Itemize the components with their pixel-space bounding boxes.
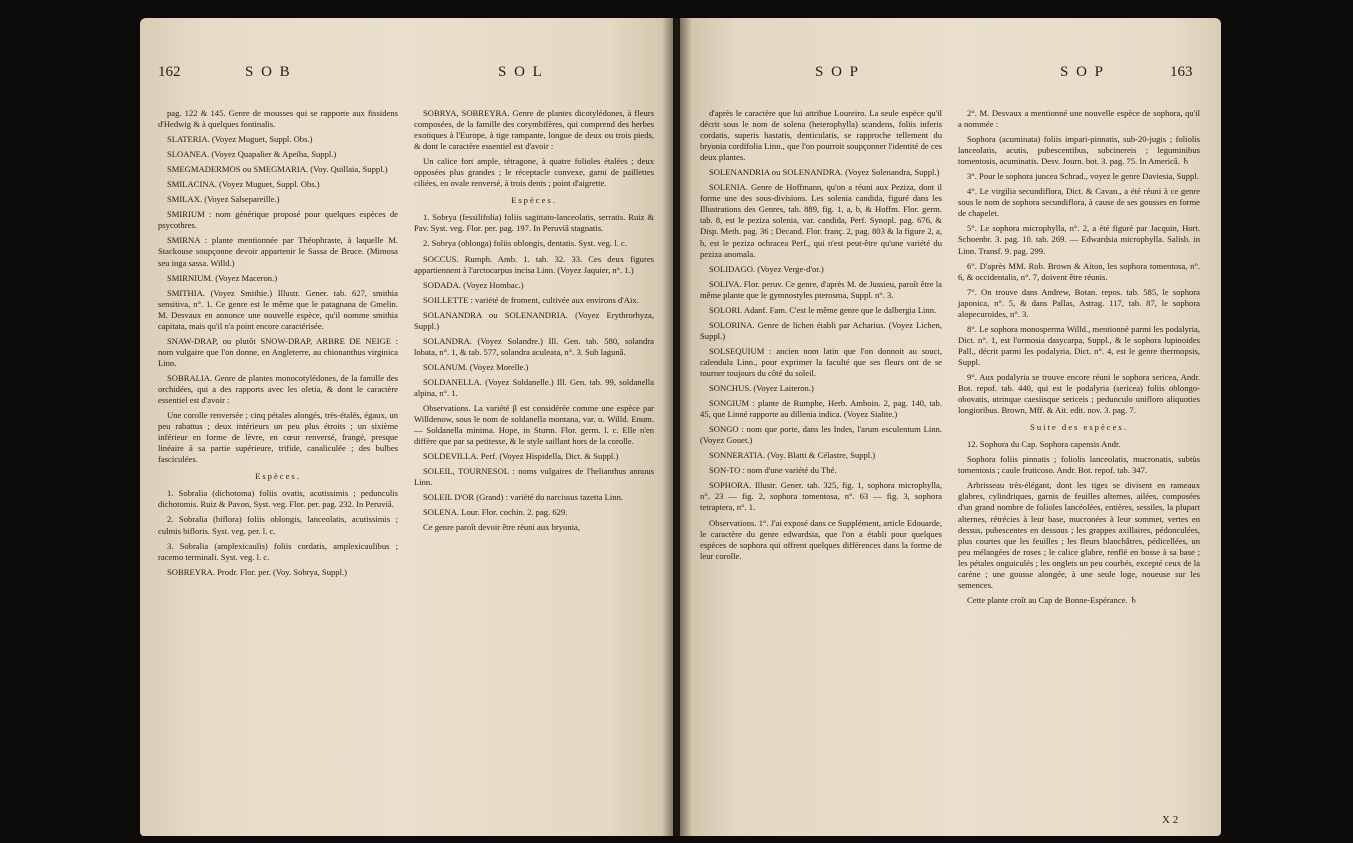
paragraph: 3°. Pour le sophora juncea Schrad., voyez le genre Daviesia, Suppl.	[967, 171, 1199, 182]
page-number: 162	[158, 64, 181, 80]
paragraph: SONGIUM : plante de Rumphe, Herb. Amboin. 2, pag. 140, tab. 45, que Linné rapporte au dillenia indica. (Voyez Sialite.)	[700, 398, 942, 420]
paragraph: SMIRNA : plante mentionnée par Théophraste, à laquelle M. Stackouse soupçonne devoir appartenir le Sassa de Bruce. (Mimosa seu inga sassa. Willd.)	[158, 235, 398, 268]
running-head: S O P	[1060, 64, 1106, 80]
paragraph: Cette plante croît au Cap de Bonne-Espérance. ♄	[967, 594, 1138, 605]
paragraph: d'après le caractère que lui attribue Loureiro. La seule espèce qu'il décrit sous le nom de solena (heterophylla) scandens, foliis inferis cordatis, superis hastatis, denticulatis, se rapproche tellement du bryonia cordifolia Linn., que l'on pourroit soupçonner l'identité de ces deux plantes.	[700, 108, 942, 163]
running-head: S O B	[245, 64, 292, 80]
paragraph: SLOANEA. (Voyez Quapalier & Apeiba, Suppl.)	[167, 149, 337, 160]
text-column	[158, 108, 398, 582]
paragraph: SOBRYA, SOBREYRA. Genre de plantes dicotylédones, à fleurs composées, de la famille des corymbifères, qui comprend des herbes exotiques à l'Europe, à tige rampante, longue de deux ou trois pieds, & dont le caractère essentiel est d'avoir :	[414, 108, 654, 152]
paragraph: Observations. 1°. J'ai exposé dans ce Supplément, article Edouarde, le caractère du genre edwardsia, que l'on a établi pour quelques espèces de sophora qui offrent quelques différences dans la forme de leur corolle.	[700, 517, 942, 561]
paragraph: SON-TO : nom d'une variété du Thé.	[709, 465, 837, 476]
paragraph: SOLENA. Lour. Flor. cochin. 2. pag. 629.	[423, 507, 568, 518]
text-column	[958, 108, 1200, 610]
paragraph: pag. 122 & 145. Genre de mousses qui se rapporte aux fissidens d'Hedwig & à quelques fontinalis.	[158, 108, 398, 130]
paragraph: Ce genre paroît devoir être réuni aux bryonia,	[423, 522, 581, 533]
paragraph: 3. Sobralia (amplexicaulis) foliis cordatis, amplexicaulibus ; racemo terminali. Syst. veg. l. c.	[158, 540, 398, 562]
paragraph: SOCCUS. Rumph. Amb. 1. tab. 32. 33. Ces deux figures appartiennent à l'arctocarpus incisa Linn. (Voyez Jaquier, n°. 1.)	[414, 253, 654, 275]
right-page	[680, 18, 1221, 836]
paragraph: SONGO : nom que porte, dans les Indes, l'arum esculentum Linn. (Voyez Gouet.)	[700, 424, 942, 446]
paragraph: SOLANUM. (Voyez Morelle.)	[423, 361, 529, 372]
page-number: 163	[1170, 64, 1193, 80]
paragraph: 2. Sobrya (oblonga) foliis oblongis, dentatis. Syst. veg. l. c.	[423, 238, 627, 249]
paragraph: SMEGMADERMOS ou SMEGMARIA. (Voy. Quillaia, Suppl.)	[167, 164, 388, 175]
paragraph: SOLDANELLA. (Voyez Soldanelle.) Ill. Gen. tab. 99, soldanella alpina, n°. 1.	[414, 376, 654, 398]
paragraph: 5°. Le sophora microphylla, n°. 2, a été figuré par Jacquin, Hort. Schoenbr. 3. pag. 10. tab. 269. — Edwardsia microphylla. Salisb. in Linn. Transf. 9. pag. 299.	[958, 223, 1200, 256]
paragraph: Suite des espèces.	[1030, 422, 1128, 433]
paragraph: SONNERATIA. (Voy. Blatti & Célastre, Suppl.)	[709, 450, 876, 461]
paragraph: SOLENIA. Genre de Hoffmann, qu'on a réuni aux Peziza, dont il forme une des sous-divisions. Les solenia candida, figuré dans les Illustrations des Genres, tab. 889, fig. 1, a, b, & Hoffm. Flor. germ. tab. 8, est le peziza solenia, var. candida, Perf. Synopl. pag. 676, & Disp. Meth. pag. 36 ; Decand. Flor. franç. 2, pag. 803 & la figure 2, a, b, est le peziza ochracea Perf., qui n'est peut-être qu'une variété du peziza anomala.	[700, 182, 942, 259]
paragraph: SOBRALIA. Genre de plantes monocotylédones, de la famille des orchidées, qui a des rapports avec les oletia, & dont le caractère essentiel est d'avoir :	[158, 372, 398, 406]
paragraph: 1. Sobralia (dichotoma) foliis ovatis, acutissimis ; pedunculis dichotomis. Ruiz & Pavon, Syst. veg. Flor. per. pag. 232. In Peruviâ.	[158, 488, 398, 510]
paragraph: SOPHORA. Illustr. Gener. tab. 325, fig. 1, sophora microphylla, n°. 23 — fig. 2, sophora tomentosa, n°. 63 — fig. 3, sophora tetraptera, n°. 1.	[700, 480, 942, 513]
paragraph: Un calice fort ample, tétragone, à quatre folioles étalées ; deux opposées plus grandes ; le réceptacle convexe, garni de paillettes ciliées, en ovale renversé, à trois dents ; point d'aigrette.	[414, 156, 654, 189]
paragraph: SMIRIUM : nom générique proposé pour quelques espèces de psycothres.	[158, 209, 398, 231]
paragraph: SMILACINA. (Voyez Muguet, Suppl. Obs.)	[167, 179, 320, 190]
paragraph: SOLORI. Adanf. Fam. C'est le même genre que le dalbergia Linn.	[709, 304, 937, 315]
paragraph: SOLANANDRA ou SOLENANDRIA. (Voyez Erythrorhyza, Suppl.)	[414, 309, 654, 331]
paragraph: SOBREYRA. Prodr. Flor. per. (Voy. Sobrya, Suppl.)	[167, 566, 348, 577]
paragraph: SODADA. (Voyez Hombac.)	[423, 279, 524, 290]
paragraph: 9°. Aux podalyria se trouve encore réuni le sophora sericea, Andr. Bot. repof. tab. 440, qui est le podalyria (sericea) foliis oblongo-obovatis, utrinque caesiisque sericeis ; pedunculo unifloro aliquoties longioribus. Brown, Mff. & Ait. edit. nov. 3. pag. 7.	[958, 371, 1200, 416]
paragraph: SOLSEQUIUM : ancien nom latin que l'on donnoit au souci, calendula Linn., pour exprimer la faculté que ses fleurs ont de se tourner toujours du côté du soleil.	[700, 345, 942, 378]
paragraph: SOLANDRA. (Voyez Solandre.) Ill. Gen. tab. 580, solandra lobata, n°. 1, & tab. 577, solandra aculeata, n°. 3. Sub lagunâ.	[414, 335, 654, 357]
paragraph: Sophora foliis pinnatis ; foliolis lanceolatis, mucronatis, subtùs tomentosis ; caule fruticoso. Andr. Bot. repof. tab. 347.	[958, 454, 1200, 476]
text-column	[414, 108, 654, 538]
paragraph: 4°. Le virgilia secundiflora, Dict. & Cavan., a été réuni à ce genre sous le nom de sophora secundiflora, à cause de ses gousses en forme de chapelet.	[958, 186, 1200, 219]
paragraph: SOLDEVILLA. Perf. (Voyez Hispidella, Dict. & Suppl.)	[423, 451, 619, 462]
paragraph: 2°. M. Desvaux a mentionné une nouvelle espèce de sophora, qu'il a nommée :	[958, 108, 1200, 130]
paragraph: SOLIVA. Flor. peruv. Ce genre, d'après M. de Jussieu, paroît être la même plante que le gymnostyles pterosma, Suppl. n°. 3.	[700, 278, 942, 300]
paragraph: Espèces.	[255, 471, 301, 482]
paragraph: SOLEIL D'OR (Grand) : variété du narcissus tazetta Linn.	[423, 492, 624, 503]
paragraph: SMITHIA. (Voyez Smithie.) Illustr. Gener. tab. 627, smithia sensitiva, n°. 1. Ce genre est le même que le patagnana de Gmelin. M. Desvaux en annonce une nouvelle espèce, qu'il nomme smithia capitata, mais qu'il n'a point encore caractérisée.	[158, 287, 398, 331]
paragraph: SMIRNIUM. (Voyez Maceron.)	[167, 272, 278, 283]
paragraph: Arbrisseau très-élégant, dont les tiges se divisent en rameaux glabres, cylindriques, garnis de feuilles alternes, ailées, composées d'un grand nombre de folioles lancéolées, entières, sessiles, la plupart alternes, rétrécies à leur base, mucronées à leur sommet, vertes en dessus, pubescentes en dessous ; les grappes axillaires, pédonculées, plus courtes que les feuilles ; les fleurs blanchâtres, pédicellées, un peu mélangées de roses ; le calice glabre, renflé en bosse à sa base ; les pétales onguiculés ; les onglets un peu courbés, excepté ceux de la carène ; une gousse alongée, à une seule loge, noueuse sur les semences.	[958, 480, 1200, 590]
paragraph: SNAW-DRAP, ou plutôt SNOW-DRAP, ARBRE DE NEIGE : nom vulgaire que l'on donne, en Angleterre, au chionanthus virginica Linn.	[158, 335, 398, 368]
paragraph: SONCHUS. (Voyez Laiteron.)	[709, 383, 814, 394]
paragraph: Sophora (acuminata) foliis impari-pinnatis, sub-20-jugis ; foliolis lanceolatis, acutis, pubescentibus, subcinereis ; leguminibus tomentosis, acuminatis. Desv. Journ. bot. 3. pag. 75. In Americâ. ♄	[958, 134, 1200, 167]
paragraph: SOLENANDRIA ou SOLENANDRA. (Voyez Solenandra, Suppl.)	[709, 167, 940, 178]
running-head: S O P	[815, 64, 861, 80]
running-head: S O L	[498, 64, 544, 80]
paragraph: Espèces.	[511, 195, 557, 206]
paragraph: 7°. On trouve dans Andrew, Botan. repos. tab. 585, le sophora japonica, n°. 5, & dans Pallas, Astrag. 117, tab. 87, le sophora alopecuroides, n°. 3.	[958, 286, 1200, 319]
paragraph: 2. Sobralia (biflora) foliis oblongis, lanceolatis, acutissimis ; culmis bifloris. Syst. veg. per. l. c.	[158, 514, 398, 536]
paragraph: SOLIDAGO. (Voyez Verge-d'or.)	[709, 263, 824, 274]
paragraph: SOILLETTE : variété de froment, cultivée aux environs d'Aix.	[423, 294, 639, 305]
paragraph: 6°. D'après MM. Rob. Brown & Aiton, les sophora tomentosa, n°. 6, & occidentalis, n°. 7, doivent être réunis.	[958, 260, 1200, 282]
left-page	[140, 18, 673, 836]
book-gutter	[662, 18, 692, 836]
signature-mark: X 2	[1162, 814, 1179, 826]
paragraph: 8°. Le sophora monosperma Willd., mentionné parmi les podalyria, Dict. n°. 1, est l'ormosia dasycarpa, Suppl., & le sophora lupinoides Pall., décrit parmi les podalyria, Dict. n°. 4, est le genre thermopsis, Suppl.	[958, 323, 1200, 367]
paragraph: Observations. La variété β est considérée comme une espèce par Willdenow, sous le nom de soldanella montana, var. α. Willd. Enum. — Soldanella minima. Hope, in Sturm. Flor. germ. l. c. Elle n'en diffère que par sa petitesse, & le style saillant hors de la corolle.	[414, 403, 654, 447]
text-column	[700, 108, 942, 566]
paragraph: SMILAX. (Voyez Salsepareille.)	[167, 194, 280, 205]
paragraph: SOLORINA. Genre de lichen établi par Acharius. (Voyez Lichen, Suppl.)	[700, 319, 942, 341]
paragraph: SOLEIL, TOURNESOL : noms vulgaires de l'helianthus annuus Linn.	[414, 466, 654, 488]
paragraph: Une corolle renversée ; cinq pétales alongés, très-étalés, égaux, un peu rabattus ; deux intérieurs un peu plus étroits ; un sixième inférieur en forme de lèvre, en cœur renversé, frangé, presque linéaire à sa partie supérieure, trifide, canaliculée ; des bulbes fasciculées.	[158, 410, 398, 465]
paragraph: SLATERIA. (Voyez Muguet, Suppl. Obs.)	[167, 134, 313, 145]
paragraph: 1. Sobrya (fessilifolia) foliis sagittato-lanceolatis, serratis. Ruiz & Pav. Syst. veg. Flor. per. pag. 197. In Peruviâ stagnatis.	[414, 212, 654, 234]
paragraph: 12. Sophora du Cap. Sophora capensis Andr.	[967, 439, 1121, 450]
